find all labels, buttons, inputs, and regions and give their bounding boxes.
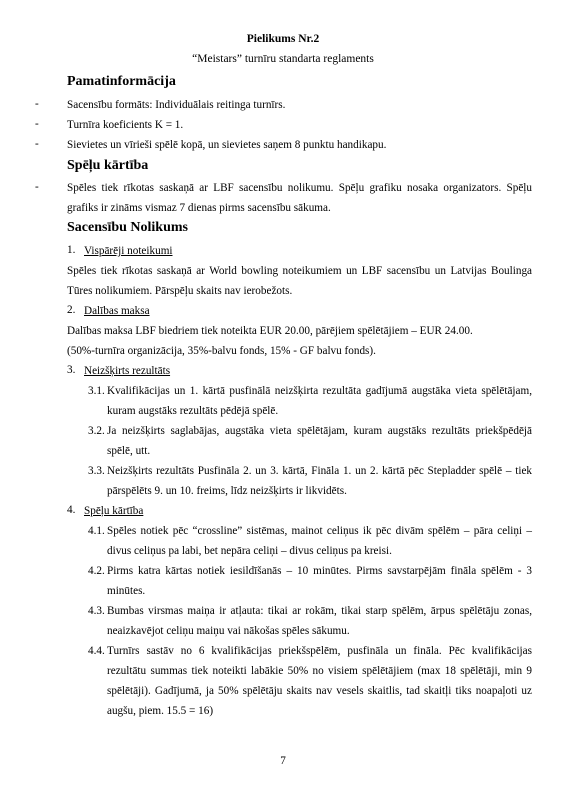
subitem-number: 4.3. — [88, 605, 105, 617]
paragraph-line: Spēles notiek pēc “crossline” sistēmas, mainot celiņus ik pēc divām spēlēm – pāra celiņi – — [107, 525, 532, 537]
bullet-dash: - — [35, 98, 39, 110]
item-number: 4. — [67, 504, 76, 516]
paragraph-line: rezultātu summas tiek noteikti labākie 50% no visiem spēlētājiem (max 18 spēlētāji, min 9 — [107, 665, 532, 677]
heading-pamatinformacija: Pamatinformācija — [67, 74, 176, 89]
list-item: Sievietes un vīrieši spēlē kopā, un sievietes saņem 8 punktu handikapu. — [67, 139, 387, 151]
heading-spelu-kartiba: Spēļu kārtība — [67, 158, 149, 173]
bullet-dash: - — [35, 138, 39, 150]
paragraph-line: Bumbas virsmas maiņa ir atļauta: tikai ar rokām, tikai starp spēlēm, ārpus spēlētāju zonas, — [107, 605, 532, 617]
bullet-dash: - — [35, 181, 39, 193]
list-item: Sacensību formāts: Individuālais reitinga turnīrs. — [67, 99, 286, 111]
document-title: Pielikums Nr.2 — [246, 33, 320, 45]
subitem-number: 3.1. — [88, 385, 105, 397]
item-title: Neizšķirts rezultāts — [84, 365, 171, 377]
paragraph-line: spēlē, utt. — [107, 445, 151, 457]
paragraph-line: Turnīrs sastāv no 6 kvalifikācijas priekšspēlēm, pusfināla un fināla. Pēc kvalifikācijas — [107, 645, 532, 657]
item-title: Vispārēji noteikumi — [84, 245, 173, 257]
item-number: 1. — [67, 244, 76, 256]
paragraph-line: Dalības maksa LBF biedriem tiek noteikta EUR 20.00, pārējiem spēlētājiem – EUR 24.00. — [67, 325, 473, 337]
page-number: 7 — [280, 755, 286, 767]
item-number: 3. — [67, 364, 76, 376]
paragraph-line: pārspēlēts 9. un 10. freims, līdz neizšķirts ir likvidēts. — [107, 485, 347, 497]
paragraph-line: augšu, piem. 15.5 = 16) — [107, 705, 214, 717]
paragraph-line: Spēles tiek rīkotas saskaņā ar LBF sacensību nolikumu. Spēļu grafiku nosaka organizators. Spēļu — [67, 182, 532, 194]
item-title: Spēļu kārtība — [84, 505, 144, 517]
list-item: Turnīra koeficients K = 1. — [67, 119, 184, 131]
paragraph-line: Ja neizšķirts saglabājas, augstāka vieta spēlētājam, kuram augstāks rezultāts priekšpēdējā — [107, 425, 532, 437]
paragraph-line: divus celiņus pa labi, bet nepāra celiņi – divus celiņus pa kreisi. — [107, 545, 392, 557]
subitem-number: 3.2. — [88, 425, 105, 437]
paragraph-line: Tūres nolikumiem. Pārspēļu skaits nav ierobežots. — [67, 285, 293, 297]
subitem-number: 4.1. — [88, 525, 105, 537]
paragraph-line: minūtes. — [107, 585, 146, 597]
paragraph-line: Pirms katra kārtas notiek iesildīšanās – 10 minūtes. Pirms savstarpējām fināla spēlēm - 3 — [107, 565, 532, 577]
paragraph-line: (50%-turnīra organizācija, 35%-balvu fonds, 15% - GF balvu fonds). — [67, 345, 376, 357]
subitem-number: 4.4. — [88, 645, 105, 657]
document-subtitle: “Meistars” turnīru standarta reglaments — [192, 53, 374, 65]
heading-sacensibu-nolikums: Sacensību Nolikums — [67, 220, 188, 235]
paragraph-line: kuram augstāks rezultāts pēdējā spēlē. — [107, 405, 279, 417]
subitem-number: 4.2. — [88, 565, 105, 577]
subitem-number: 3.3. — [88, 465, 105, 477]
paragraph-line: spēlētāji). Gadījumā, ja 50% spēlētāju skaits nav vesels skaitlis, tad skaitļi tiks noapaļoti uz — [107, 685, 532, 697]
paragraph-line: neaizkavējot celiņu maiņu vai nākošas spēles sākumu. — [107, 625, 350, 637]
item-title: Dalības maksa — [84, 305, 150, 317]
paragraph-line: grafiks ir zināms vismaz 7 dienas pirms sacensību sākuma. — [67, 202, 331, 214]
paragraph-line: Spēles tiek rīkotas saskaņā ar World bowling noteikumiem un LBF sacensību un Latvijas Boulinga — [67, 265, 532, 277]
item-number: 2. — [67, 304, 76, 316]
paragraph-line: Neizšķirts rezultāts Pusfināla 2. un 3. kārtā, Fināla 1. un 2. kārtā pēc Stepladder spēlē – tiek — [107, 465, 532, 477]
bullet-dash: - — [35, 118, 39, 130]
paragraph-line: Kvalifikācijas un 1. kārtā pusfinālā neizšķirta rezultāta gadījumā augstāka vieta spēlētājam, — [107, 385, 532, 397]
